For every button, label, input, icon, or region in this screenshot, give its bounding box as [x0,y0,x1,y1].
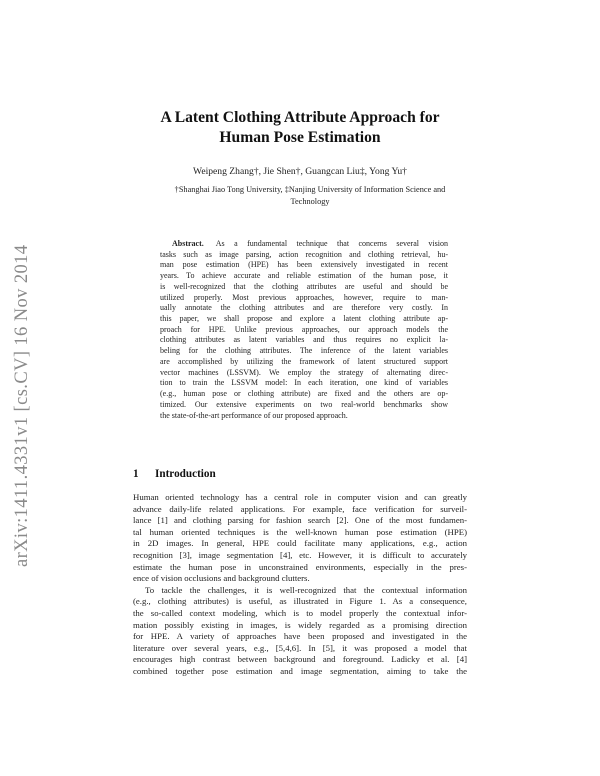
body-line: ence of vision occlusions and background clutters. [133,573,310,584]
body-line: for HPE. A variety of approaches have been proposed and investigated in the [133,631,467,642]
author-list: Weipeng Zhang†, Jie Shen†, Guangcan Liu‡, Yong Yu† [193,166,407,177]
arxiv-identifier-text: arXiv:1411.4331v1 [cs.CV] 16 Nov 2014 [12,244,32,567]
body-line: combined together pose estimation and image segmentation, aiming to take the [133,665,467,676]
affiliations [160,184,460,208]
abstract-line: beling for the clothing attributes. The inference of the latent variables [160,346,448,356]
body-line: the so-called context modeling, which is to model properly the contextual infor- [133,607,467,618]
abstract-line: Abstract. As a fundamental technique that concerns several vision [172,239,448,248]
abstract-label: Abstract. [172,239,204,248]
abstract-line: clothing attributes as latent variables and thus requires no explicit la- [160,335,448,345]
body-line: in 2D images. In general, HPE could facilitate many applications, e.g., action [133,538,467,549]
abstract-line: years. To achieve accurate and reliable estimation of the human pose, it [160,271,448,281]
body-line: Human oriented technology has a central role in computer vision and can greatly [133,492,467,502]
body-line: (e.g., clothing attributes) is useful, as illustrated in Figure 1. As a consequence, [133,596,467,607]
introduction-body [133,492,467,678]
title-line-2: Human Pose Estimation [219,129,381,146]
abstract-line: the state-of-the-art performance of our proposed approach. [160,410,348,420]
body-line: literature over several years, e.g., [5,4,6]. In [5], it was proposed a model that [133,642,467,653]
abstract-line: man pose estimation (HPE) has been extensively investigated in recent [160,260,448,270]
section-number: 1 [133,468,139,480]
abstract-line: (e.g., human pose or clothing attribute) are fixed and the others are op- [160,389,448,399]
body-line: estimate the human pose in unconstrained environments, especially in the pres- [133,561,467,572]
body-line: tal human oriented techniques is the well-known human pose estimation (HPE) [133,526,467,537]
abstract-line: are accomplished by utilizing the framework of latent structured support [160,356,448,366]
body-line: To tackle the challenges, it is well-recognized that the contextual information [145,584,467,595]
title-line-1: A Latent Clothing Attribute Approach for [160,109,440,126]
abstract-line: ually annotate the clothing attributes and are therefore very costly. In [160,303,448,313]
abstract-line: timized. Our extensive experiments on two real-world benchmarks show [160,399,448,409]
paper-title [100,108,500,148]
abstract-line: this paper, we shall propose and explore a latent clothing attribute ap- [160,314,448,324]
affiliation-line-2: Technology [290,197,330,206]
section-title: Introduction [155,468,216,480]
section-heading-introduction [133,468,216,480]
abstract-line: proach for HPE. Unlike previous approaches, our approach models the [160,324,448,334]
abstract-line: utilized properly. Most previous approaches, however, require to man- [160,292,448,302]
abstract-line: vector machines (LSSVM). We employ the strategy of alternating direc- [160,367,448,377]
affiliation-line-1: †Shanghai Jiao Tong University, ‡Nanjing University of Information Science and [174,185,446,194]
body-line: mation possibly existing in images, is widely regarded as a promising direction [133,619,467,630]
abstract-line: tasks such as image parsing, action recognition and clothing retrieval, hu- [160,249,448,259]
body-line: recognition [3], image segmentation [4], etc. However, it is difficult to accurately [133,549,467,560]
abstract-line: is well-recognized that the clothing attributes are useful and should be [160,281,448,291]
arxiv-identifier-stamp [4,205,44,570]
abstract [160,239,448,421]
body-line: encourages high contrast between background and foreground. Ladicky et al. [4] [133,654,467,665]
body-line: lance [1] and clothing parsing for fashion search [2]. One of the most fundamen- [133,515,467,526]
abstract-line: tion to train the LSSVM model: In each iteration, one kind of variables [160,378,448,388]
body-line: advance daily-life related applications. For example, face verification for surveil- [133,503,467,514]
